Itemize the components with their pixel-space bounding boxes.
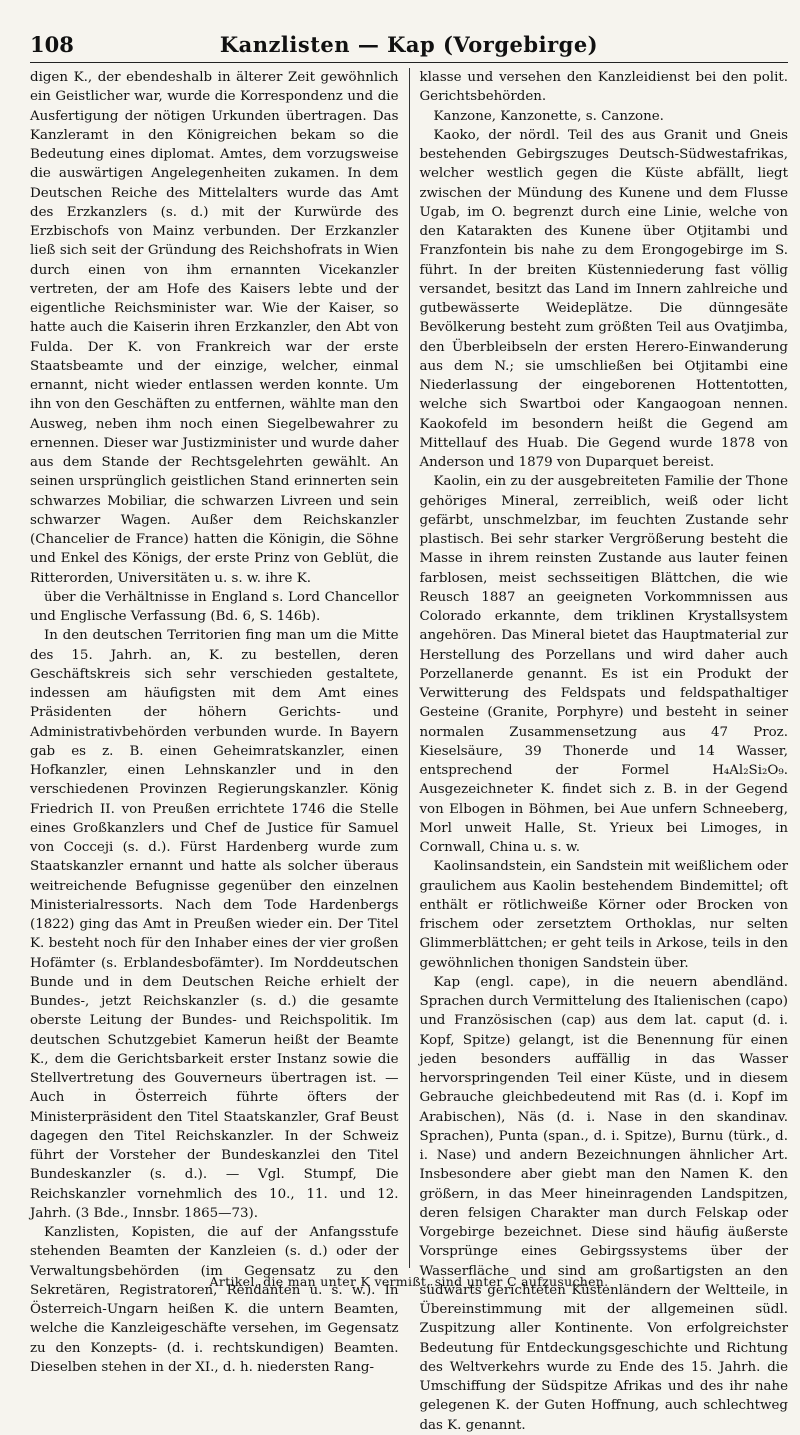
entry-kaoko: Kaoko, der nördl. Teil des aus Granit und Gneis bestehenden Gebirgszuges Deutsch-Südwestafrikas, welcher westlich gegen die Küste abfällt, liegt zwischen der Mündung des Kunene und dem Flusse Ugab, im O. begrenzt durch eine Linie, welche von den Katarakten des Kunene über Otjitambi und Franzfontein bis nahe zu dem Erongogebirge im S. führt. In der breiten Küstenniederung fast völlig versandet, besitzt das Land im Innern zahlreiche und gutbewässerte Weideplätze. Die dünngesäte Bevölkerung besteht zum größten Teil aus Ovatjimba, den Überbleibseln der ersten Herero-Einwanderung aus dem N.; sie umschließen bei Otjitambi eine Niederlassung der eingeborenen Hottentotten, welche sich Swartboi oder Kangaogoan nennen. Kaokofeld im besondern heißt die Gegend am Mittellauf des Huab. Die Gegend wurde 1878 von Anderson und 1879 von Duparquet bereist. [419, 127, 788, 470]
paragraph: In den deutschen Territorien fing man um die Mitte des 15. Jahrh. an, K. zu bestellen, deren Geschäftskreis sich sehr verschieden gestaltete, indessen am häufigsten mit dem Amt eines Präsidenten der höhern Gerichts- und Administrativbehörden verbunden wurde. In Bayern gab es z. B. einen Geheimratskanzler, einen Hofkanzler, einen Lehnskanzler und in den verschiedenen Provinzen Regierungskanzler. König Friedrich II. von Preußen errichtete 1746 die Stelle eines Großkanzlers und Chef de Justice für Samuel von Cocceji (s. d.). Fürst Hardenberg wurde zum Staatskanzler ernannt und hatte als solcher überaus weitreichende Befugnisse gegenüber den einzelnen Ministerialressorts. Nach dem Tode Hardenbergs (1822) ging das Amt in Preußen wieder ein. Der Titel K. besteht noch für den Inhaber eines der vier großen Hofämter (s. Erblandesbofämter). Im Norddeutschen Bunde und in dem Deutschen Reiche erhielt der Bundes-, jetzt Reichskanzler (s. d.) die gesamte oberste Leitung der Bundes- und Reichspolitik. Im deutschen Schutzgebiet Kamerun heißt der Beamte K., dem die Gerichtsbarkeit erster Instanz sowie die Stellvertretung des Gouverneurs übertragen ist. — Auch in Österreich führte öfters der Ministerpräsident den Titel Staatskanzler, Graf Beust dagegen den Titel Reichskanzler. In der Schweiz führt der Vorsteher der Bundeskanzlei den Titel Bundeskanzler (s. d.). — Vgl. Stumpf, Die Reichskanzler vornehmlich des 10., 11. und 12. Jahrh. (3 Bde., Innsbr. 1865—73). [30, 628, 399, 1221]
entry-kaolin: Kaolin, ein zu der ausgebreiteten Familie der Thone gehöriges Mineral, zerreiblich, weiß oder licht gefärbt, unschmelzbar, im feuchten Zustande sehr plastisch. Bei sehr starker Vergrößerung besteht die Masse in ihrem reinsten Zustande aus lauter feinen farblosen, meist sechsseitigen Blättchen, die wie Reusch 1887 an geeigneten Vorkommnissen aus Colorado erkannte, dem triklinen Krystallsystem angehören. Das Mineral bietet das Hauptmaterial zur Herstellung des Porzellans und wird daher auch Porzellanerde genannt. Es ist ein Produkt der Verwitterung des Feldspats und feldspathaltiger Gesteine (Granite, Porphyre) und besteht in seiner normalen Zusammensetzung aus 47 Proz. Kieselsäure, 39 Thonerde und 14 Wasser, entsprechend der Formel H₄Al₂Si₂O₉. Ausgezeichneter K. findet sich z. B. in der Gegend von Elbogen in Böhmen, bei Aue unfern Schneeberg, Morl unweit Halle, St. Yrieux bei Limoges, in Cornwall, China u. s. w. [419, 474, 788, 855]
running-title: Kanzlisten — Kap (Vorgebirge) [219, 32, 599, 57]
entry-kaolinsandstein: Kaolinsandstein, ein Sandstein mit weißlichem oder graulichem aus Kaolin bestehendem Bindemittel; oft enthält er rötlichweiße Körner oder Brocken von frischem oder zersetztem Orthoklas, nur selten Glimmerblättchen; er geht teils in Arkose, teils in den gewöhnlichen thonigen Sandstein über. [419, 859, 788, 971]
paragraph: digen K., der ebendeshalb in älterer Zeit gewöhnlich ein Geistlicher war, wurde die Korrespondenz und die Ausfertigung der nötigen Urkunden übertragen. Das Kanzleramt in den Königreichen bekam so die Bedeutung eines diplomat. Amtes, dem vorzugsweise die auswärtigen Angelegenheiten zukamen. In dem Deutschen Reiche des Mittelalters wurde das Amt des Erzkanzlers (s. d.) mit der Kurwürde des Erzbischofs von Mainz verbunden. Der Erzkanzler ließ sich seit der Gründung des Reichshofrats in Wien durch einen von ihm ernannten Vicekanzler vertreten, der am Hofe des Kaisers lebte und der eigentliche Reichsminister war. Wie der Kaiser, so hatte auch die Kaiserin ihren Erzkanzler, den Abt von Fulda. Der K. von Frankreich war der erste Staatsbeamte und der einzige, welcher, einmal ernannt, nicht wieder entlassen werden konnte. Um ihn von den Geschäften zu entfernen, wählte man den Ausweg, neben ihm noch einen Siegelbewahrer zu ernennen. Dieser war Justizminister und wurde daher aus dem Stande der Rechtsgelehrten gewählt. An seinen ursprünglich geistlichen Stand erinnerten sein schwarzes Mobiliar, die schwarzen Livreen und sein schwarzer Wagen. Außer dem Reichskanzler (Chancelier de France) hatten die Königin, die Söhne und Enkel des Königs, der erste Prinz von Geblüt, die Ritterorden, Universitäten u. s. w. ihre K. [30, 70, 399, 586]
page-header [30, 28, 788, 63]
entry-kanzone: Kanzone, Kanzonette, s. Canzone. [433, 108, 664, 124]
entry-kanzlisten: Kanzlisten, Kopisten, die auf der Anfangsstufe stehenden Beamten der Kanzleien (s. d.) oder der Verwaltungsbehörden (im Gegensatz zu den Sekretären, Registratoren, Rendanten u. s. w.). In Österreich-Ungarn heißen K. die untern Beamten, welche die Kanzleigeschäfte versehen, im Gegensatz zu den Konzepts- (d. i. rechtskundigen) Beamten. Dieselben stehen in der XI., d. h. niedersten Rang- [30, 1225, 399, 1375]
entry-kap: Kap (engl. cape), in die neuern abendländ. Sprachen durch Vermittelung des Italienischen (capo) und Französischen (cap) aus dem lat. caput (d. i. Kopf, Spitze) gelangt, ist die Benennung für einen jeden besonders auffällig in das Wasser hervorspringenden Teil einer Küste, und in diesem Gebrauche gleichbedeutend mit Ras (d. i. Kopf im Arabischen), Näs (d. i. Nase in den skandinav. Sprachen), Punta (span., d. i. Spitze), Burnu (türk., d. i. Nase) und andern Bezeichnungen ähnlicher Art. Insbesondere aber giebt man den Namen K. den größern, in das Meer hineinragenden Landspitzen, deren felsigen Charakter man durch Felskap oder Vorgebirge bezeichnet. Diese sind häufig äußerste Vorsprünge eines Gebirgssystems über der Wasserfläche und sind am großartigsten an den südwärts gerichteten Küstenländern der Weltteile, in Übereinstimmung mit der allgemeinen südl. Zuspitzung aller Kontinente. Von erfolgreichster Bedeutung für Entdeckungsgeschichte und Richtung des Weltverkehrs wurde zu Ende des 15. Jahrh. die Umschiffung der Südspitze Afrikas und des ihr nahe gelegenen K. der Guten Hoffnung, auch schlechtweg das K. genannt. [419, 974, 788, 1433]
paragraph: klasse und versehen den Kanzleidienst bei den polit. Gerichtsbehörden. [419, 70, 788, 105]
footer-note: Artikel, die man unter K vermißt, sind unter C aufzusuchen. [209, 1274, 609, 1289]
paragraph: über die Verhältnisse in England s. Lord Chancellor und Englische Verfassung (Bd. 6, S. 146b). [30, 589, 399, 624]
right-column [419, 68, 788, 1433]
page-number: 108 [30, 32, 74, 57]
column-divider [409, 68, 410, 1268]
left-column [30, 68, 399, 1375]
